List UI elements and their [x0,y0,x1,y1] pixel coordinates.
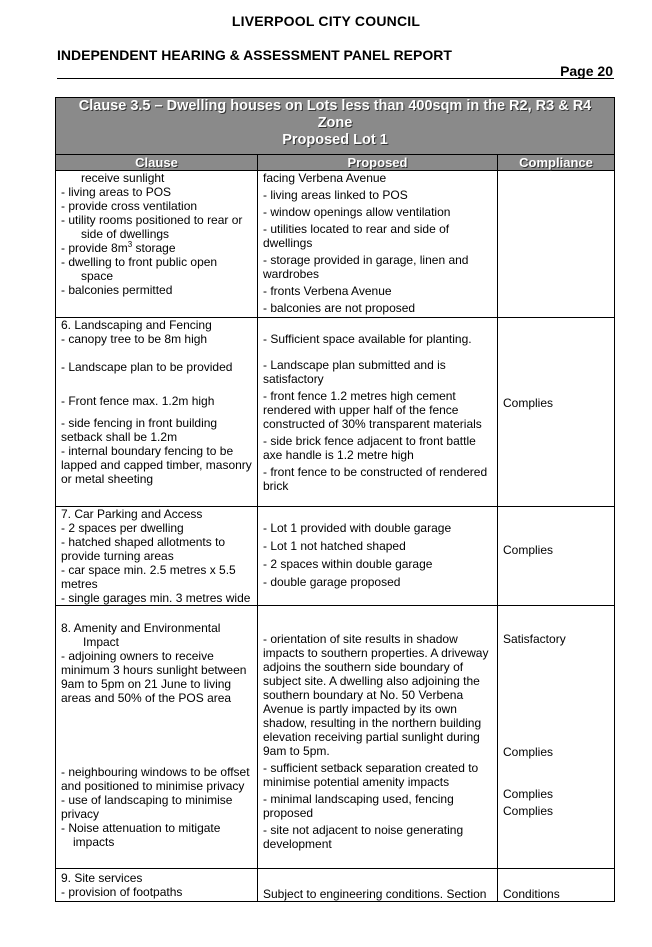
clause-line: - dwelling to front public open [61,255,218,269]
proposed-line: - site not adjacent to noise generating development [263,823,464,851]
table-row [56,318,615,507]
compliance-value: Complies [503,396,554,410]
compliance-cell [498,318,615,507]
table-title [56,98,615,155]
proposed-line: - window openings allow ventilation [263,205,451,219]
col-header-clause: Clause [56,155,258,171]
proposed-line: - orientation of site results in shadow impacts to southern properties. A driveway adjoins the southern side boundary of subject site. A dwelling also adjoining the southern boundary at No. 50 Verbena Avenue is partly impacted by its own shadow, resulting in the northern building elevation receiving partial sunlight during 9am to 5pm. [263,632,489,758]
clause-line: 9. Site services [61,871,143,885]
compliance-value: Complies [503,543,554,557]
proposed-line: - utilities located to rear and side of dwellings [263,222,450,250]
proposed-line: facing Verbena Avenue [263,171,387,185]
proposed-line: - living areas linked to POS [263,188,408,202]
compliance-value: Complies [503,804,554,818]
clause-line: - provide cross ventilation [61,199,198,213]
proposed-cell [258,171,498,318]
proposed-line: - fronts Verbena Avenue [263,284,392,298]
column-header-row [56,155,615,171]
compliance-value: Conditions [503,887,560,901]
col-header-compliance: Compliance [498,155,615,171]
clause-line: - side fencing in front building setback shall be 1.2m [61,416,218,444]
proposed-line: - Lot 1 not hatched shaped [263,539,406,553]
clause-text: - provide 8m [61,241,128,255]
proposed-line: - Sufficient space available for planting. [263,332,472,346]
table-row [56,869,615,902]
proposed-line: - balconies are not proposed [263,301,416,315]
clause-line: - utility rooms positioned to rear or [61,213,243,227]
clause-line: - 2 spaces per dwelling [61,521,184,535]
proposed-line: - Landscape plan submitted and is satisfactory [263,358,446,386]
proposed-cell [258,869,498,902]
assessment-table [55,97,615,902]
compliance-value: Complies [503,745,554,759]
clause-cell [56,507,258,606]
clause-cell [56,869,258,902]
compliance-cell [498,869,615,902]
proposed-line: - minimal landscaping used, fencing proposed [263,792,454,820]
council-name: LIVERPOOL CITY COUNCIL [231,13,421,29]
table-title-line1: Clause 3.5 – Dwelling houses on Lots less than 400sqm in the R2, R3 & R4 Zone [78,98,592,131]
clause-text: storage [132,241,176,255]
clause-line: - hatched shaped allotments to provide turning areas [61,535,226,563]
clause-line: 6. Landscaping and Fencing [61,318,212,332]
clause-line: - neighbouring windows to be offset and positioned to minimise privacy [61,765,250,793]
col-header-proposed: Proposed [258,155,498,171]
table-title-row [56,98,615,155]
clause-line: - adjoining owners to receive minimum 3 hours sunlight between 9am to 5pm on 21 June to living areas and 50% of the POS area [61,649,247,705]
proposed-line: - storage provided in garage, linen and wardrobes [263,253,469,281]
table-title-line2: Proposed Lot 1 [282,132,388,148]
proposed-line: - sufficient setback separation created to minimise potential amenity impacts [263,761,479,789]
proposed-line: - 2 spaces within double garage [263,557,433,571]
clause-line: - Front fence max. 1.2m high [61,394,215,408]
proposed-line: - front fence 1.2 metres high cement rendered with upper half of the fence constructed of 30% transparent materials [263,389,482,431]
clause-line: - Noise attenuation to mitigate [61,821,221,835]
clause-line: 8. Amenity and Environmental [61,621,221,635]
clause-line: - balconies permitted [61,283,173,297]
proposed-cell [258,606,498,869]
compliance-cell [498,507,615,606]
clause-line: - use of landscaping to minimise privacy [61,793,233,821]
table-row [56,507,615,606]
header-rule [57,78,614,79]
clause-line: - internal boundary fencing to be lapped and capped timber, masonry or metal sheeting [61,444,252,486]
clause-cell [56,318,258,507]
clause-line: - canopy tree to be 8m high [61,332,208,346]
clause-line: receive sunlight [81,171,165,185]
clause-line: - single garages min. 3 metres wide [61,591,251,605]
compliance-cell [498,606,615,869]
proposed-line: - double garage proposed [263,575,401,589]
table-row [56,171,615,318]
clause-line: - provision of footpaths [61,885,183,899]
clause-line: impacts [73,835,115,849]
clause-line: - Landscape plan to be provided [61,360,233,374]
clause-line: Impact [83,635,120,649]
clause-line [61,241,252,255]
proposed-line: - front fence to be constructed of rendered brick [263,465,488,493]
proposed-line: - Lot 1 provided with double garage [263,521,452,535]
compliance-value: Satisfactory [503,632,566,646]
proposed-cell [258,318,498,507]
report-title: INDEPENDENT HEARING & ASSESSMENT PANEL REPORT [57,47,452,63]
table-row [56,606,615,869]
proposed-cell [258,507,498,606]
compliance-cell [498,171,615,318]
proposed-line: - side brick fence adjacent to front battle axe handle is 1.2 metre high [263,434,476,462]
clause-line: 7. Car Parking and Access [61,507,203,521]
clause-cell [56,171,258,318]
clause-line: - living areas to POS [61,185,172,199]
clause-line: space [81,269,114,283]
superscript: 3 [127,240,133,249]
clause-cell [56,606,258,869]
page-number: Page 20 [560,63,613,79]
clause-line: - car space min. 2.5 metres x 5.5 metres [61,563,236,591]
clause-line: side of dwellings [81,227,170,241]
proposed-line: Subject to engineering conditions. Section [263,887,487,901]
compliance-value: Complies [503,787,554,801]
